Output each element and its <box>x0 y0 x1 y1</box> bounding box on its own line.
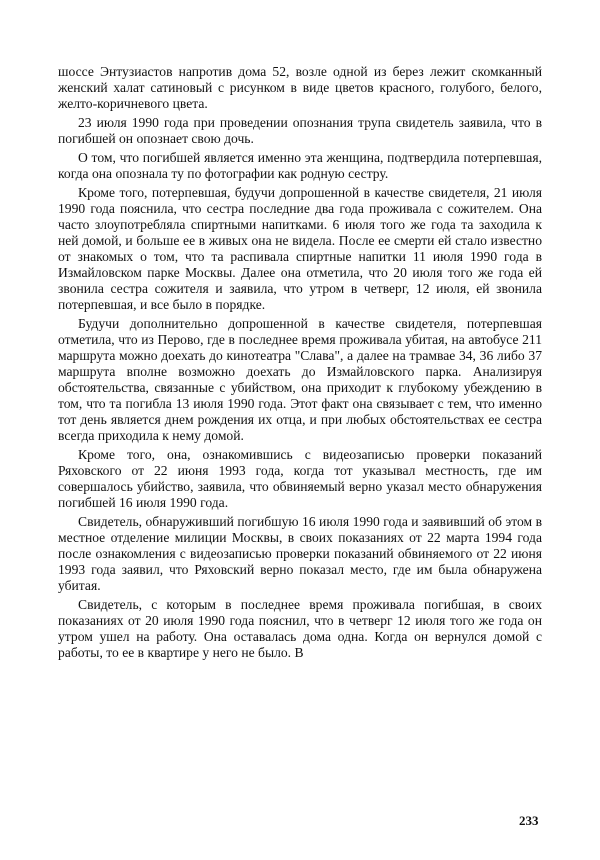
paragraph-8: Свидетель, с которым в последнее время проживала погибшая, в своих показаниях от 20 июля 1990 года пояснил, что в четверг 12 июля того же года он утром ушел на работу. Она оставалась дома одна. Когда он вернулся домой с работы, то ее в квартире у него не было. В <box>58 597 542 660</box>
page-number: 233 <box>519 813 539 828</box>
paragraph-5: Будучи дополнительно допрошенной в качестве свидетеля, потерпевшая отметила, что из Перово, где в последнее время проживала убитая, на автобусе 211 маршрута можно доехать до кинотеатра "Слава", а далее на трамвае 34, 36 либо 37 маршрута вполне возможно доехать до Измайловского парка. Анализируя обстоятельства, связанные с убийством, она приходит к глубокому убеждению в том, что та погибла 13 июля 1990 года. Этот факт она связывает с тем, что именно тот день является днем рождения их отца, и при любых обстоятельствах ее сестра всегда приходила к нему домой. <box>58 316 542 443</box>
paragraph-1: шоссе Энтузиастов напротив дома 52, возле одной из берез лежит скомканный женский халат сатиновый с рисунком в виде цветов красного, голубого, белого, желто-коричневого цвета. <box>58 64 542 111</box>
paragraph-3: О том, что погибшей является именно эта женщина, подтвердила потерпевшая, когда она опознала ту по фотографии как родную сестру. <box>58 150 542 181</box>
paragraph-7: Свидетель, обнаруживший погибшую 16 июля 1990 года и заявивший об этом в местное отделение милиции Москвы, в своих показаниях от 22 марта 1994 года после ознакомления с видеозаписью проверки показаний обвиняемого от 22 июня 1993 года заявил, что Ряховский верно показал место, где им была обнаружена убитая. <box>58 514 542 593</box>
paragraph-6: Кроме того, она, ознакомившись с видеозаписью проверки показаний Ряховского от 22 июня 1993 года, когда тот указывал местность, где им совершалось убийство, заявила, что обвиняемый верно указал место обнаружения погибшей 16 июля 1990 года. <box>58 447 542 510</box>
paragraph-2: 23 июля 1990 года при проведении опознания трупа свидетель заявила, что в погибшей он опознает свою дочь. <box>58 115 542 146</box>
document-page <box>58 64 542 664</box>
paragraph-4: Кроме того, потерпевшая, будучи допрошенной в качестве свидетеля, 21 июля 1990 года пояснила, что сестра последние два года проживала с сожителем. Она часто злоупотребляла спиртными напитками. 6 июля того же года та заходила к ней домой, и больше ее в живых она не видела. После ее смерти ей стало известно от знакомых о том, что та распивала спиртные напитки 11 июля 1990 года в Измайловском парке Москвы. Далее она отметила, что 20 июля того же года ей звонила сестра сожителя и заявила, что утром в четверг, 12 июля, ей звонила потерпевшая, и все было в порядке. <box>58 185 542 312</box>
